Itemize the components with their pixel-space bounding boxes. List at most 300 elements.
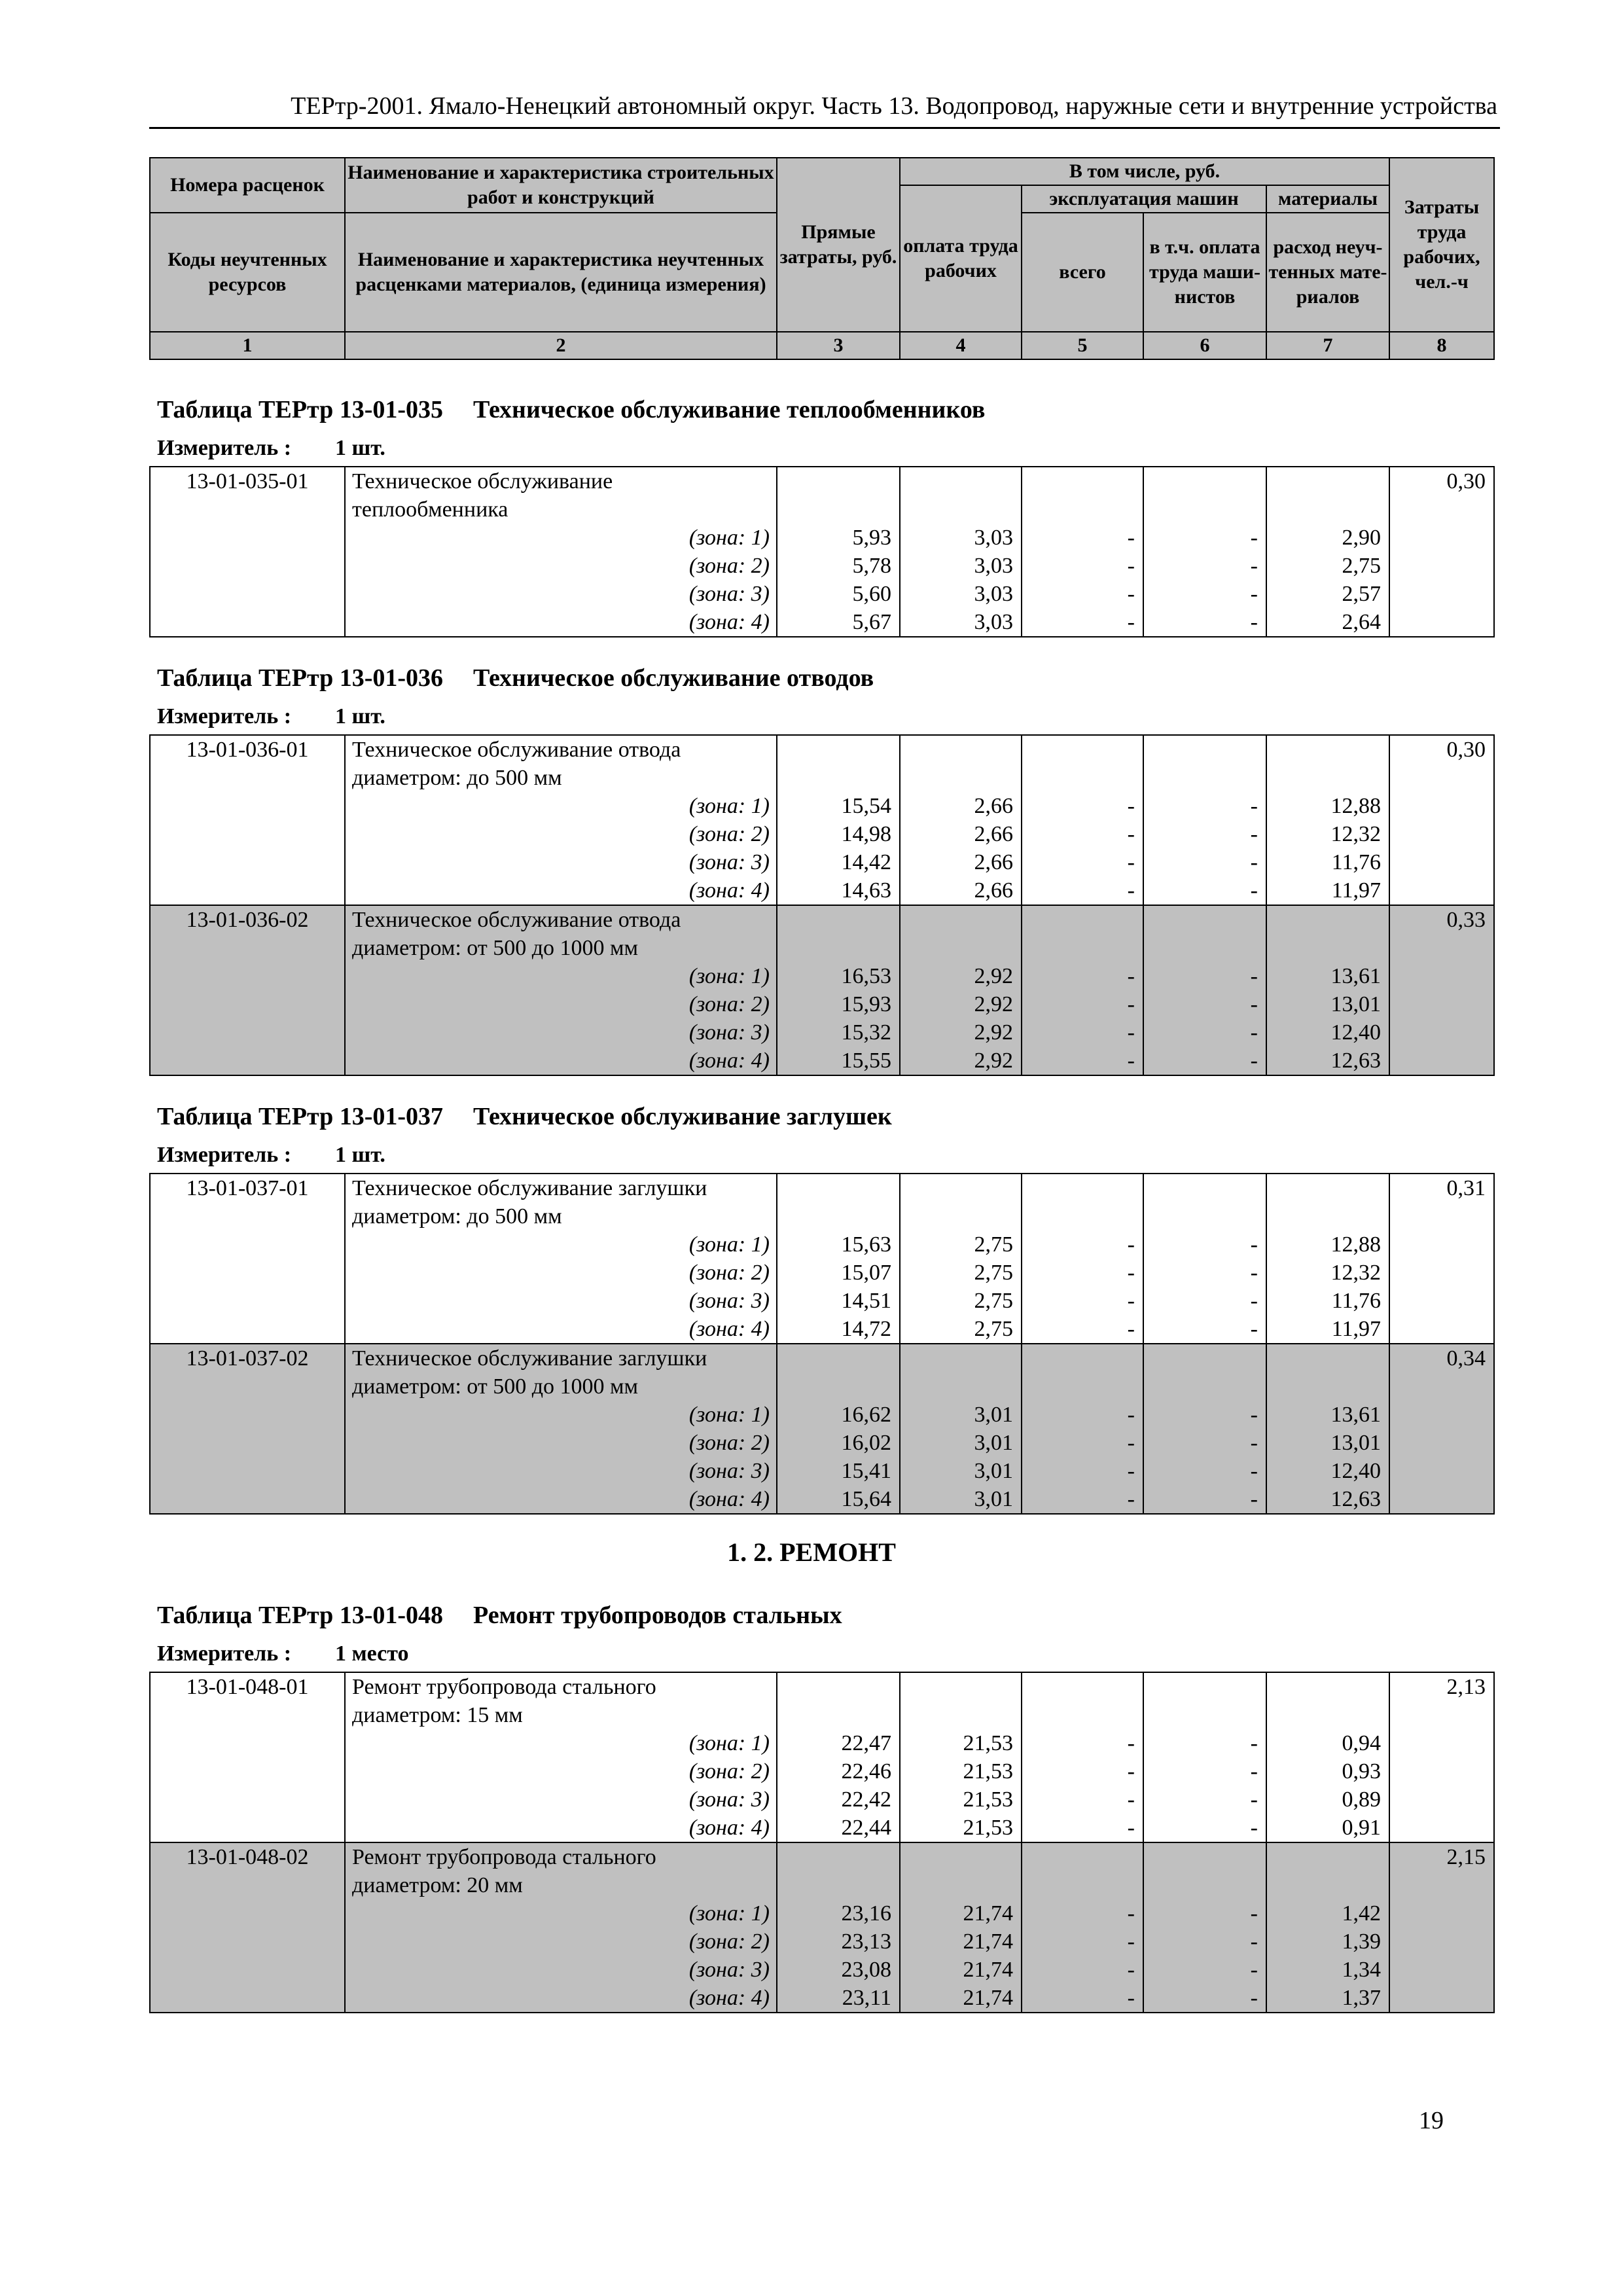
direct-cost: 15,32 [841, 1020, 891, 1045]
column-number: 6 [1143, 332, 1266, 359]
materials-cost: 1,42 [1342, 1901, 1381, 1926]
item-name-line: Техническое обслуживание отвода [352, 738, 681, 762]
worker-wages-column [900, 467, 1022, 637]
machine-cost: - [1127, 1020, 1135, 1045]
machinist-wages-column [1143, 1672, 1266, 1842]
machinist-wages: - [1250, 1020, 1258, 1045]
machinist-wages: - [1250, 794, 1258, 818]
machinist-wages-column [1143, 1174, 1266, 1344]
direct-cost: 16,62 [841, 1403, 891, 1427]
materials-cost: 11,76 [1331, 1289, 1381, 1313]
materials-cost: 0,89 [1342, 1787, 1381, 1812]
header-rule [149, 127, 1500, 129]
zone-label: (зона: 2) [688, 1431, 770, 1455]
direct-cost: 15,55 [841, 1049, 891, 1073]
labor-cost-cell [1389, 1672, 1494, 1842]
labor-cost: 2,13 [1446, 1675, 1486, 1699]
materials-cost: 12,88 [1330, 794, 1381, 818]
machine-cost: - [1127, 1958, 1135, 1982]
rate-row [150, 1672, 1494, 1842]
machinist-wages: - [1250, 878, 1258, 903]
item-name-line: Ремонт трубопровода стального [352, 1845, 656, 1869]
machine-cost: - [1127, 850, 1135, 874]
unit-value: 1 шт. [335, 436, 385, 460]
machinist-wages: - [1250, 1232, 1258, 1257]
direct-cost: 5,60 [852, 582, 891, 606]
machinist-wages: - [1250, 1958, 1258, 1982]
zone-label: (зона: 2) [688, 554, 770, 578]
worker-wages-column [900, 905, 1022, 1075]
worker-wages: 2,75 [974, 1261, 1013, 1285]
rate-name-cell [345, 905, 777, 1075]
direct-cost: 16,53 [841, 964, 891, 988]
materials-cost-column [1266, 905, 1389, 1075]
zone-label: (зона: 2) [688, 992, 770, 1016]
zone-label: (зона: 2) [688, 1261, 770, 1285]
machinist-wages: - [1250, 582, 1258, 606]
worker-wages-column [900, 1842, 1022, 2013]
direct-cost: 22,44 [841, 1816, 891, 1840]
materials-cost: 0,91 [1342, 1816, 1381, 1840]
direct-cost: 5,93 [852, 526, 891, 550]
labor-cost: 2,15 [1446, 1845, 1486, 1869]
machine-cost: - [1127, 526, 1135, 550]
rate-name-cell [345, 735, 777, 905]
rates-table [149, 734, 1495, 1076]
rate-code-cell [150, 1344, 345, 1514]
machine-cost: - [1127, 1816, 1135, 1840]
rate-name-cell [345, 1842, 777, 2013]
worker-wages: 2,92 [974, 964, 1013, 988]
rate-code: 13-01-036-01 [186, 738, 309, 762]
materials-cost: 11,97 [1331, 878, 1381, 903]
worker-wages: 2,66 [974, 878, 1013, 903]
materials-cost-column [1266, 1344, 1389, 1514]
machinist-wages: - [1250, 1487, 1258, 1511]
unit-label: Измеритель : [157, 1641, 292, 1666]
worker-wages: 2,75 [974, 1317, 1013, 1341]
rate-name-cell [345, 467, 777, 637]
header-material-consumption: расход неуч-тенных мате-риалов [1266, 213, 1389, 332]
materials-cost-column [1266, 1672, 1389, 1842]
page-number: 19 [1419, 2107, 1444, 2134]
unit-label: Измеритель : [157, 436, 292, 460]
materials-cost: 12,63 [1330, 1049, 1381, 1073]
direct-cost: 22,42 [841, 1787, 891, 1812]
materials-cost: 12,88 [1330, 1232, 1381, 1257]
materials-cost: 13,01 [1330, 992, 1381, 1016]
direct-cost: 14,98 [841, 822, 891, 846]
column-header-table [149, 157, 1495, 360]
rate-code-cell [150, 905, 345, 1075]
zone-label: (зона: 3) [688, 1020, 770, 1045]
materials-cost: 0,94 [1342, 1731, 1381, 1755]
machinist-wages: - [1250, 1317, 1258, 1341]
header-machines-total: всего [1022, 213, 1143, 332]
direct-cost: 23,16 [841, 1901, 891, 1926]
header-names-bottom: Наименование и характеристика неучтенных расценками материалов, (единица измерения) [345, 213, 777, 332]
machinist-wages: - [1250, 610, 1258, 634]
header-including: В том числе, руб. [900, 158, 1389, 185]
machinist-wages: - [1250, 1459, 1258, 1483]
direct-cost: 15,63 [841, 1232, 891, 1257]
direct-cost: 5,78 [852, 554, 891, 578]
machinist-wages-column [1143, 735, 1266, 905]
machinist-wages: - [1250, 1986, 1258, 2010]
zone-label: (зона: 1) [688, 1403, 770, 1427]
zone-label: (зона: 1) [688, 526, 770, 550]
header-direct-costs: Прямые затраты, руб. [777, 158, 900, 332]
rate-code: 13-01-037-02 [186, 1346, 309, 1371]
table-title [157, 664, 874, 692]
zone-label: (зона: 1) [688, 794, 770, 818]
unit-value: 1 шт. [335, 704, 385, 728]
unit-line [157, 1143, 385, 1168]
rate-code: 13-01-036-02 [186, 908, 309, 932]
machinist-wages: - [1250, 1816, 1258, 1840]
item-name-line: теплообменника [352, 497, 508, 522]
labor-cost: 0,31 [1446, 1176, 1486, 1200]
machine-cost: - [1127, 1459, 1135, 1483]
worker-wages: 3,01 [974, 1487, 1013, 1511]
rate-name-cell [345, 1344, 777, 1514]
machinist-wages: - [1250, 1929, 1258, 1954]
machine-cost-column [1022, 467, 1143, 637]
item-name-line: диаметром: от 500 до 1000 мм [352, 1374, 639, 1399]
worker-wages: 2,75 [974, 1232, 1013, 1257]
rate-code: 13-01-035-01 [186, 469, 309, 493]
materials-cost: 12,32 [1330, 822, 1381, 846]
direct-cost: 15,93 [841, 992, 891, 1016]
machinist-wages: - [1250, 1431, 1258, 1455]
direct-cost: 15,64 [841, 1487, 891, 1511]
materials-cost: 1,39 [1342, 1929, 1381, 1954]
rate-code: 13-01-048-02 [186, 1845, 309, 1869]
materials-cost: 12,40 [1330, 1459, 1381, 1483]
worker-wages: 3,01 [974, 1431, 1013, 1455]
zone-label: (зона: 4) [688, 1049, 770, 1073]
direct-cost: 22,47 [841, 1731, 891, 1755]
materials-cost: 1,34 [1342, 1958, 1381, 1982]
materials-cost: 13,61 [1330, 1403, 1381, 1427]
machinist-wages-column [1143, 467, 1266, 637]
direct-cost: 5,67 [852, 610, 891, 634]
zone-label: (зона: 4) [688, 610, 770, 634]
direct-cost: 23,13 [841, 1929, 891, 1954]
direct-cost-column [777, 1842, 900, 2013]
machine-cost: - [1127, 1261, 1135, 1285]
machine-cost: - [1127, 1487, 1135, 1511]
materials-cost: 13,61 [1330, 964, 1381, 988]
rate-row [150, 467, 1494, 637]
rate-row [150, 735, 1494, 905]
materials-cost: 2,57 [1342, 582, 1381, 606]
item-name-line: Техническое обслуживание заглушки [352, 1346, 707, 1371]
table-name: Техническое обслуживание теплообменников [473, 396, 986, 423]
table-code: Таблица ТЕРтр 13-01-035 [157, 396, 444, 423]
zone-label: (зона: 4) [688, 1986, 770, 2010]
header-machinist-wages: в т.ч. оплата труда маши-нистов [1143, 213, 1266, 332]
worker-wages: 3,03 [974, 610, 1013, 634]
labor-cost-cell [1389, 1174, 1494, 1344]
machine-cost: - [1127, 964, 1135, 988]
worker-wages: 21,74 [963, 1929, 1013, 1954]
column-number: 5 [1022, 332, 1143, 359]
labor-cost-cell [1389, 467, 1494, 637]
worker-wages: 2,92 [974, 992, 1013, 1016]
machine-cost: - [1127, 610, 1135, 634]
item-name-line: Техническое обслуживание заглушки [352, 1176, 707, 1200]
machinist-wages-column [1143, 1842, 1266, 2013]
labor-cost-cell [1389, 905, 1494, 1075]
rate-row [150, 1842, 1494, 2013]
materials-cost: 1,37 [1342, 1986, 1381, 2010]
rate-name-cell [345, 1672, 777, 1842]
zone-label: (зона: 4) [688, 1487, 770, 1511]
column-number: 8 [1389, 332, 1494, 359]
zone-label: (зона: 3) [688, 1958, 770, 1982]
header-codes-top: Номера расценок [150, 158, 345, 213]
machine-cost-column [1022, 1344, 1143, 1514]
worker-wages: 3,03 [974, 554, 1013, 578]
machine-cost: - [1127, 1731, 1135, 1755]
unit-line [157, 1641, 409, 1666]
machinist-wages: - [1250, 1289, 1258, 1313]
item-name-line: диаметром: до 500 мм [352, 1204, 562, 1229]
machinist-wages: - [1250, 526, 1258, 550]
header-machines: эксплуатация машин [1022, 185, 1266, 213]
table-code: Таблица ТЕРтр 13-01-036 [157, 664, 444, 692]
machinist-wages: - [1250, 822, 1258, 846]
rate-row [150, 1174, 1494, 1344]
machinist-wages: - [1250, 1731, 1258, 1755]
column-number: 2 [345, 332, 777, 359]
table-name: Техническое обслуживание отводов [473, 664, 874, 692]
materials-cost: 2,75 [1342, 554, 1381, 578]
zone-label: (зона: 3) [688, 850, 770, 874]
rates-table [149, 1173, 1495, 1515]
materials-cost: 12,63 [1330, 1487, 1381, 1511]
running-header: ТЕРтр-2001. Ямало-Ненецкий автономный округ. Часть 13. Водопровод, наружные сети и внутренние устройства [291, 92, 1497, 120]
direct-cost-column [777, 905, 900, 1075]
worker-wages: 2,75 [974, 1289, 1013, 1313]
machinist-wages: - [1250, 1049, 1258, 1073]
machine-cost: - [1127, 1049, 1135, 1073]
direct-cost: 14,42 [841, 850, 891, 874]
machine-cost: - [1127, 1289, 1135, 1313]
machinist-wages: - [1250, 1787, 1258, 1812]
labor-cost: 0,34 [1446, 1346, 1486, 1371]
unit-label: Измеритель : [157, 1143, 292, 1167]
machine-cost: - [1127, 1317, 1135, 1341]
rate-code: 13-01-048-01 [186, 1675, 309, 1699]
header-codes-bottom: Коды неучтенных ресурсов [150, 213, 345, 332]
direct-cost: 14,72 [841, 1317, 891, 1341]
rates-table [149, 1672, 1495, 2013]
materials-cost: 13,01 [1330, 1431, 1381, 1455]
zone-label: (зона: 2) [688, 1929, 770, 1954]
machinist-wages-column [1143, 905, 1266, 1075]
materials-cost: 0,93 [1342, 1759, 1381, 1784]
materials-cost: 2,90 [1342, 526, 1381, 550]
worker-wages-column [900, 735, 1022, 905]
zone-label: (зона: 4) [688, 878, 770, 903]
worker-wages: 2,66 [974, 822, 1013, 846]
column-numbers-row [150, 332, 1494, 359]
zone-label: (зона: 1) [688, 1232, 770, 1257]
worker-wages: 3,01 [974, 1459, 1013, 1483]
worker-wages: 21,53 [963, 1759, 1013, 1784]
machine-cost-column [1022, 735, 1143, 905]
direct-cost: 23,08 [841, 1958, 891, 1982]
worker-wages: 2,66 [974, 850, 1013, 874]
direct-cost: 15,41 [841, 1459, 891, 1483]
materials-cost-column [1266, 1174, 1389, 1344]
machine-cost: - [1127, 878, 1135, 903]
direct-cost: 15,54 [841, 794, 891, 818]
machine-cost: - [1127, 1431, 1135, 1455]
zone-label: (зона: 3) [688, 1459, 770, 1483]
machine-cost-column [1022, 1174, 1143, 1344]
machinist-wages: - [1250, 1759, 1258, 1784]
worker-wages: 21,74 [963, 1901, 1013, 1926]
rate-code-cell [150, 467, 345, 637]
table-title [157, 1102, 892, 1131]
machine-cost: - [1127, 794, 1135, 818]
worker-wages: 3,03 [974, 526, 1013, 550]
item-name-line: диаметром: 15 мм [352, 1703, 523, 1727]
direct-cost: 14,51 [841, 1289, 891, 1313]
worker-wages: 3,03 [974, 582, 1013, 606]
rate-row [150, 905, 1494, 1075]
direct-cost-column [777, 467, 900, 637]
zone-label: (зона: 1) [688, 964, 770, 988]
direct-cost-column [777, 1672, 900, 1842]
machinist-wages: - [1250, 964, 1258, 988]
materials-cost-column [1266, 735, 1389, 905]
unit-line [157, 436, 385, 461]
worker-wages: 21,53 [963, 1731, 1013, 1755]
machine-cost: - [1127, 1232, 1135, 1257]
rate-name-cell [345, 1174, 777, 1344]
column-number: 1 [150, 332, 345, 359]
item-name-line: Ремонт трубопровода стального [352, 1675, 656, 1699]
machine-cost-column [1022, 1672, 1143, 1842]
unit-label: Измеритель : [157, 704, 292, 728]
machine-cost-column [1022, 1842, 1143, 2013]
rate-code: 13-01-037-01 [186, 1176, 309, 1200]
zone-label: (зона: 3) [688, 1787, 770, 1812]
materials-cost: 12,40 [1330, 1020, 1381, 1045]
item-name-line: диаметром: до 500 мм [352, 766, 562, 790]
materials-cost: 2,64 [1342, 610, 1381, 634]
worker-wages: 2,66 [974, 794, 1013, 818]
table-name: Техническое обслуживание заглушек [473, 1103, 892, 1130]
rate-code-cell [150, 1842, 345, 2013]
machinist-wages: - [1250, 1901, 1258, 1926]
worker-wages: 21,74 [963, 1958, 1013, 1982]
worker-wages-column [900, 1672, 1022, 1842]
table-title [157, 395, 985, 424]
worker-wages: 21,53 [963, 1787, 1013, 1812]
zone-label: (зона: 1) [688, 1731, 770, 1755]
direct-cost-column [777, 1344, 900, 1514]
direct-cost: 22,46 [841, 1759, 891, 1784]
direct-cost: 14,63 [841, 878, 891, 903]
zone-label: (зона: 2) [688, 822, 770, 846]
machinist-wages: - [1250, 554, 1258, 578]
worker-wages: 2,92 [974, 1020, 1013, 1045]
materials-cost-column [1266, 1842, 1389, 2013]
machine-cost: - [1127, 992, 1135, 1016]
item-name-line: Техническое обслуживание [352, 469, 613, 493]
direct-cost-column [777, 1174, 900, 1344]
machine-cost: - [1127, 1787, 1135, 1812]
machine-cost: - [1127, 822, 1135, 846]
rate-code-cell [150, 735, 345, 905]
machinist-wages: - [1250, 1403, 1258, 1427]
zone-label: (зона: 4) [688, 1317, 770, 1341]
repair-section-heading: 1. 2. РЕМОНТ [727, 1537, 896, 1567]
header-wages: оплата труда рабочих [900, 185, 1022, 332]
unit-line [157, 704, 385, 729]
zone-label: (зона: 4) [688, 1816, 770, 1840]
materials-cost: 11,97 [1331, 1317, 1381, 1341]
header-materials: материалы [1266, 185, 1389, 213]
direct-cost-column [777, 735, 900, 905]
direct-cost: 16,02 [841, 1431, 891, 1455]
labor-cost: 0,30 [1446, 738, 1486, 762]
machinist-wages: - [1250, 1261, 1258, 1285]
rates-table [149, 466, 1495, 637]
labor-cost: 0,30 [1446, 469, 1486, 493]
rate-code-cell [150, 1672, 345, 1842]
worker-wages: 3,01 [974, 1403, 1013, 1427]
column-number: 3 [777, 332, 900, 359]
machinist-wages: - [1250, 992, 1258, 1016]
machinist-wages: - [1250, 850, 1258, 874]
zone-label: (зона: 2) [688, 1759, 770, 1784]
labor-cost-cell [1389, 1842, 1494, 2013]
machine-cost-column [1022, 905, 1143, 1075]
labor-cost-cell [1389, 735, 1494, 905]
item-name-line: диаметром: от 500 до 1000 мм [352, 936, 639, 960]
header-names-top: Наименование и характеристика строительных работ и конструкций [345, 158, 777, 213]
item-name-line: Техническое обслуживание отвода [352, 908, 681, 932]
machinist-wages-column [1143, 1344, 1266, 1514]
unit-value: 1 место [335, 1641, 409, 1666]
worker-wages-column [900, 1344, 1022, 1514]
rate-code-cell [150, 1174, 345, 1344]
labor-cost: 0,33 [1446, 908, 1486, 932]
machine-cost: - [1127, 582, 1135, 606]
worker-wages: 21,53 [963, 1816, 1013, 1840]
zone-label: (зона: 3) [688, 1289, 770, 1313]
machine-cost: - [1127, 554, 1135, 578]
zone-label: (зона: 1) [688, 1901, 770, 1926]
machine-cost: - [1127, 1986, 1135, 2010]
labor-cost-cell [1389, 1344, 1494, 1514]
worker-wages-column [900, 1174, 1022, 1344]
unit-value: 1 шт. [335, 1143, 385, 1167]
rate-row [150, 1344, 1494, 1514]
machine-cost: - [1127, 1759, 1135, 1784]
materials-cost: 12,32 [1330, 1261, 1381, 1285]
item-name-line: диаметром: 20 мм [352, 1873, 523, 1897]
zone-label: (зона: 3) [688, 582, 770, 606]
header-labor-costs: Затраты труда рабочих, чел.-ч [1389, 158, 1494, 332]
machine-cost: - [1127, 1403, 1135, 1427]
